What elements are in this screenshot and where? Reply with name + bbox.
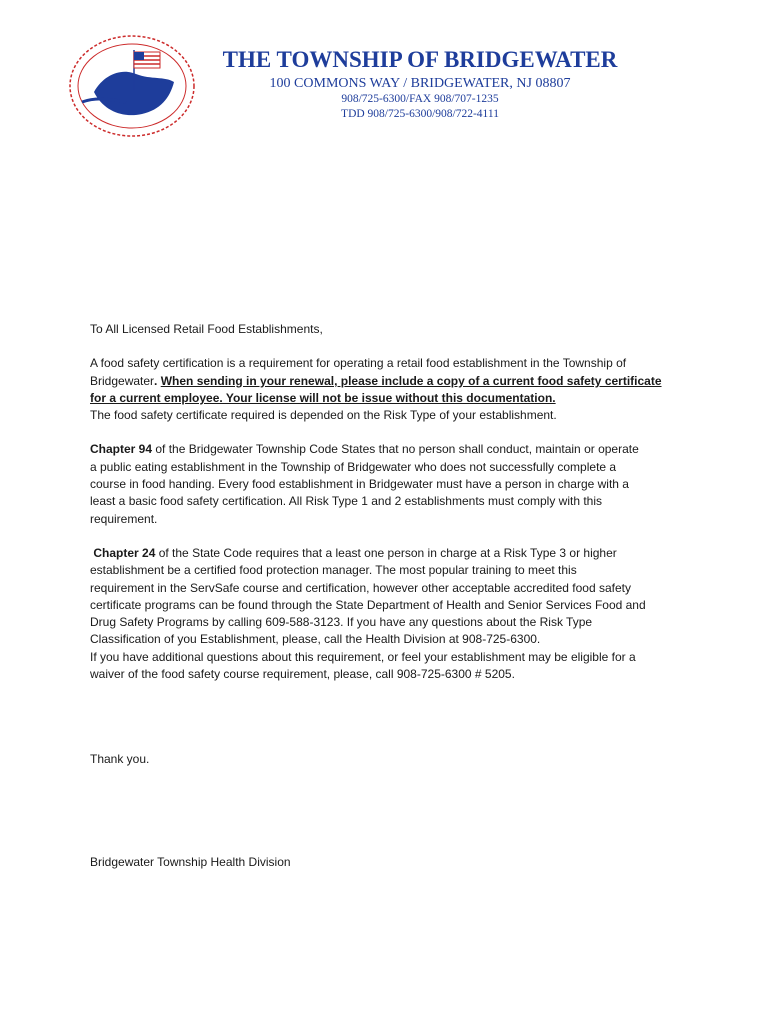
township-title: THE TOWNSHIP OF BRIDGEWATER: [222, 47, 618, 72]
p2-line: requirement.: [90, 511, 158, 526]
p1-line: A food safety certification is a requirement for operating a retail food establishment in the Township of: [90, 356, 627, 371]
signature: Bridgewater Township Health Division: [90, 854, 291, 869]
p3-line: Drug Safety Programs by calling 609-588-3123. If you have any questions about the Risk Type: [90, 615, 593, 630]
p1-text: Bridgewater: [90, 373, 155, 388]
p3-line: If you have additional questions about this requirement, or feel your establishment may be eligible for a: [90, 649, 636, 664]
p2-text: of the Bridgewater Township Code States that no person shall conduct, maintain or operate: [152, 442, 639, 457]
p2-line: course in food handing. Every food establishment in Bridgewater must have a person in charge with a: [90, 477, 629, 492]
p3-line: establishment be a certified food protection manager. The most popular training to meet this: [90, 563, 577, 578]
p1-line: [90, 373, 690, 390]
chapter-94-label: Chapter 94: [90, 442, 153, 457]
p3-line: requirement in the ServSafe course and certification, however other acceptable accredited food safety: [90, 580, 631, 595]
township-phone-fax: 908/725-6300/FAX 908/707-1235: [341, 93, 499, 105]
p3-line: [90, 545, 690, 562]
p2-line: least a basic food safety certification. All Risk Type 1 and 2 establishments must comply with this: [90, 494, 603, 509]
seal-icon: [64, 30, 200, 142]
p1-period: .: [154, 373, 158, 388]
p3-text: of the State Code requires that a least one person in charge at a Risk Type 3 or higher: [155, 545, 617, 560]
license-warning: for a current employee. Your license will not be issue without this documentation.: [90, 390, 556, 405]
letter-body: [90, 321, 690, 871]
p3-line: waiver of the food safety course requirement, please, call 908-725-6300 # 5205.: [90, 667, 515, 682]
p1-line: The food safety certificate required is depended on the Risk Type of your establishment.: [90, 408, 557, 423]
p1-line: [90, 390, 690, 407]
paragraph-certification: [90, 355, 690, 424]
township-tdd: TDD 908/725-6300/908/722-4111: [341, 107, 499, 120]
chapter-24-label: Chapter 24: [93, 545, 156, 560]
paragraph-chapter-24: [90, 545, 690, 683]
p2-line: [90, 441, 690, 458]
letterhead: [210, 46, 630, 121]
township-address: 100 COMMONS WAY / BRIDGEWATER, NJ 08807: [269, 76, 571, 91]
renewal-notice: When sending in your renewal, please include a copy of a current food safety certificate: [160, 373, 662, 388]
paragraph-chapter-94: [90, 441, 690, 527]
p3-line: certificate programs can be found through the State Department of Health and Senior Services Food and: [90, 597, 646, 612]
p3-line: Classification of you Establishment, please, call the Health Division at 908-725-6300.: [90, 632, 541, 647]
closing: Thank you.: [90, 752, 150, 767]
township-seal-logo: [64, 30, 200, 142]
p2-line: a public eating establishment in the Township of Bridgewater who does not successfully complete a: [90, 459, 617, 474]
salutation: To All Licensed Retail Food Establishments,: [90, 322, 323, 336]
